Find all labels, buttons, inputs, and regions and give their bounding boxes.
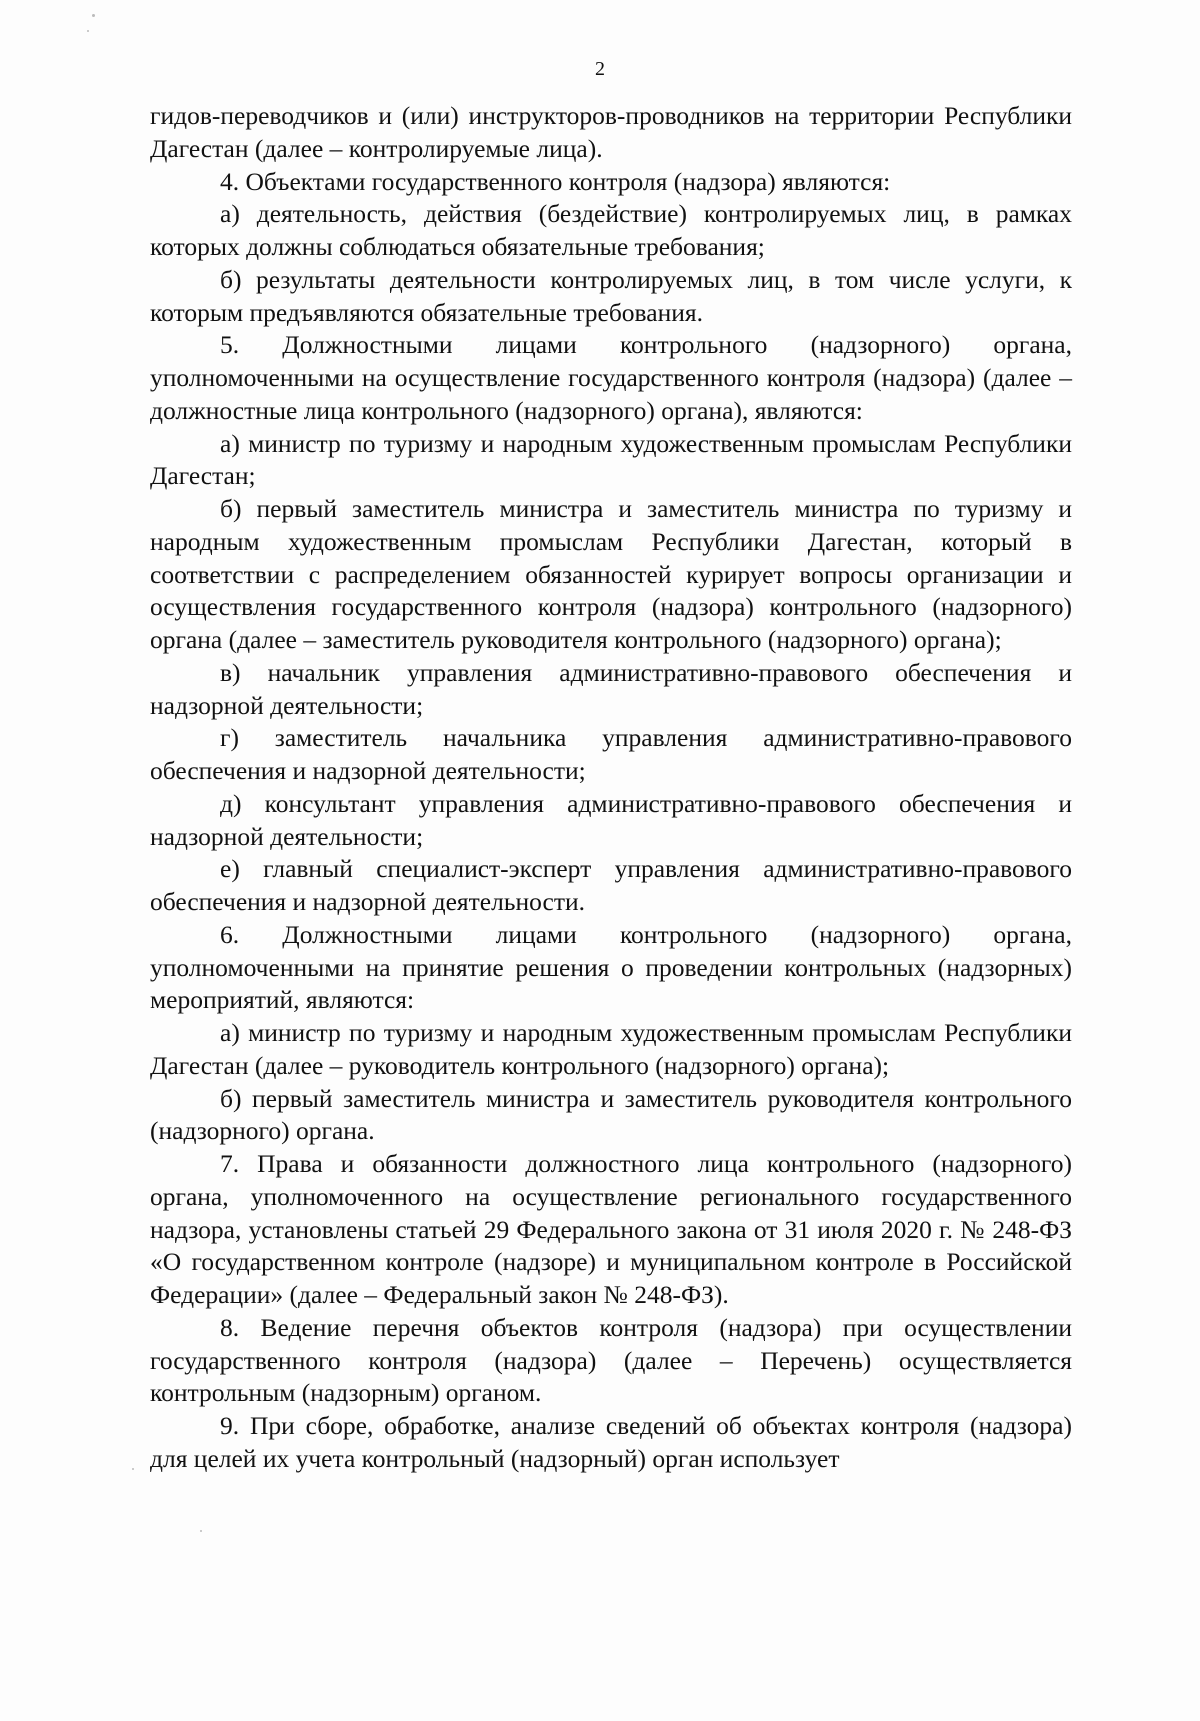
paragraph-item-5d: д) консультант управления административно-правового обеспечения и надзорной деятельности; [150,788,1072,851]
paragraph-continuation: гидов-переводчиков и (или) инструкторов-проводников на территории Республики Дагестан (далее – контролируемые лица). [150,101,1072,163]
paragraph-item-6a: а) министр по туризму и народным художественным промыслам Республики Дагестан (далее – руководитель контрольного (надзорного) органа); [150,1018,1072,1080]
paragraph-item-6: 6. Должностными лицами контрольного (надзорного) органа, уполномоченными на принятие решения о проведении контрольных (надзорных) мероприятий, являются: [150,919,1072,1015]
document-body [150,100,1072,1476]
page-number: 2 [595,58,605,80]
paragraph-item-5a: а) министр по туризму и народным художественным промыслам Республики Дагестан; [150,428,1072,491]
paragraph-item-4a: а) деятельность, действия (бездействие) контролируемых лиц, в рамках которых должны соблюдаться обязательные требования; [150,199,1072,261]
paragraph-item-5g: г) заместитель начальника управления административно-правового обеспечения и надзорной деятельности; [150,723,1072,785]
paragraph-item-4b: б) результаты деятельности контролируемых лиц, в том числе услуги, к которым предъявляются обязательные требования. [150,264,1072,327]
paragraph-item-6b: б) первый заместитель министра и заместитель руководителя контрольного (надзорного) органа. [150,1083,1072,1146]
paragraph-item-4: 4. Объектами государственного контроля (надзора) являются: [220,166,891,196]
paragraph-item-5e: е) главный специалист-эксперт управления административно-правового обеспечения и надзорной деятельности. [150,854,1072,916]
scan-speck [87,30,89,32]
paragraph-item-7: 7. Права и обязанности должностного лица контрольного (надзорного) органа, уполномоченного на осуществление регионального государственного надзора, установлены статьей 29 Федерального закона от 31 июля 2020 г. № 248-ФЗ «О государственном контроле (надзоре) и муниципальном контроле в Российской Федерации» (далее – Федеральный закон № 248-ФЗ). [150,1149,1072,1309]
paragraph-item-8: 8. Ведение перечня объектов контроля (надзора) при осуществлении государственного контроля (надзора) (далее – Перечень) осуществляется контрольным (надзорным) органом. [150,1312,1072,1408]
paragraph-item-5: 5. Должностными лицами контрольного (надзорного) органа, уполномоченными на осуществление государственного контроля (надзора) (далее – должностные лица контрольного (надзорного) органа), являются: [150,330,1072,425]
paragraph-item-9: 9. При сборе, обработке, анализе сведений об объектах контроля (надзора) для целей их учета контрольный (надзорный) орган использует [150,1411,1072,1473]
scan-speck [92,14,95,17]
scan-speck [132,1468,134,1470]
paragraph-item-5b: б) первый заместитель министра и заместитель министра по туризму и народным художественным промыслам Республики Дагестан, который в соответствии с распределением обязанностей курирует вопросы организации и осуществления государственного контроля (надзора) контрольного (надзорного) органа (далее – заместитель руководителя контрольного (надзорного) органа); [150,494,1072,654]
paragraph-item-5v: в) начальник управления административно-правового обеспечения и надзорной деятельности; [150,657,1072,720]
scan-speck [200,1530,202,1532]
